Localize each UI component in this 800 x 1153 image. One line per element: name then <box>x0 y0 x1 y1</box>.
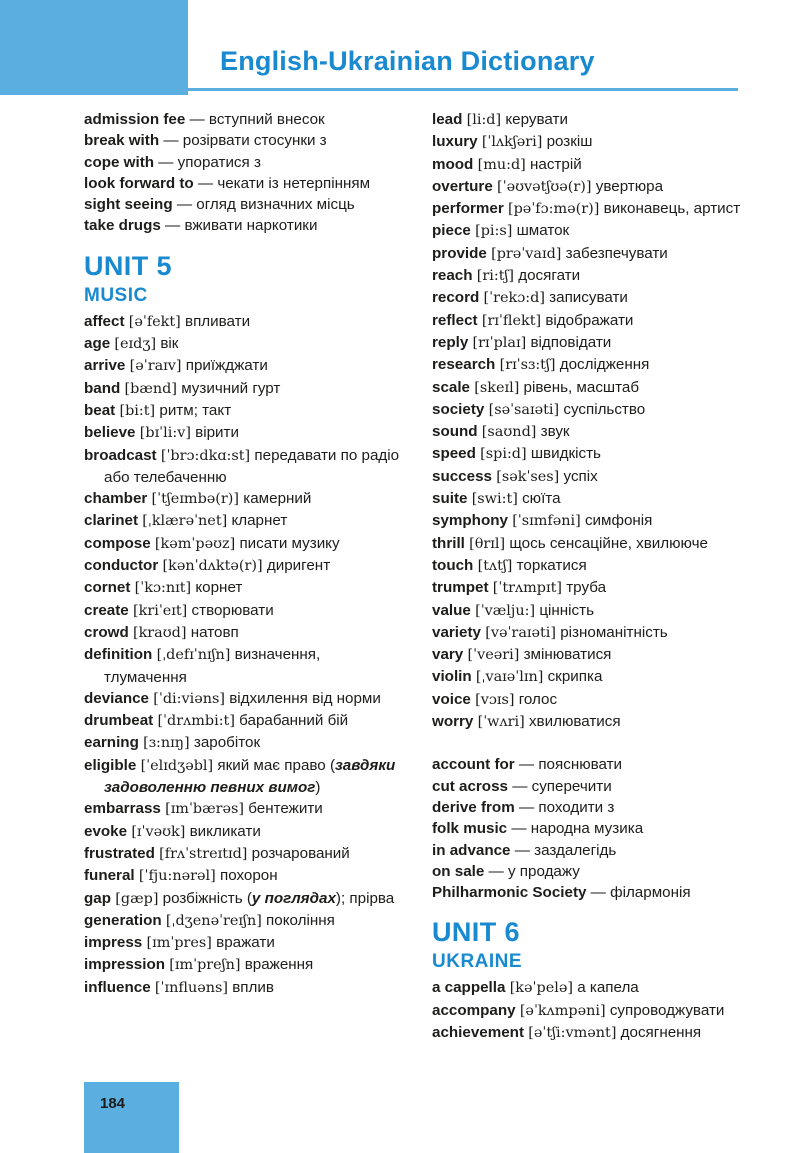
section-heading: UKRAINE <box>432 951 523 973</box>
entry-transcription: [tʌtʃ] <box>477 557 513 574</box>
dictionary-entry <box>432 220 762 242</box>
dictionary-entry <box>432 818 762 839</box>
entry-headword: in advance <box>432 841 511 859</box>
entry-transcription: [θrɪl] <box>469 535 506 552</box>
entry-headword: eligible <box>84 756 137 774</box>
entry-headword: research <box>432 356 496 374</box>
entry-transcription: [rɪˈflekt] <box>481 312 542 329</box>
entry-transcription: [ɪˈvəʊk] <box>131 823 186 840</box>
entry-transcription: [ˌdʒenəˈreɪʃn] <box>165 912 262 929</box>
dictionary-entry <box>84 600 404 622</box>
dictionary-entry <box>432 840 762 861</box>
dictionary-entry <box>432 176 762 198</box>
entry-headword: funeral <box>84 867 135 885</box>
entry-headword: society <box>432 400 485 418</box>
entry-headword: deviance <box>84 689 150 707</box>
entry-headword: piece <box>432 222 471 240</box>
entry-translation: — розірвати стосунки з <box>159 132 327 150</box>
dictionary-entry <box>432 754 762 775</box>
entry-headword: provide <box>432 244 487 262</box>
entry-headword: a cappella <box>432 979 506 997</box>
entry-translation: викликати <box>185 822 261 840</box>
entry-headword: drumbeat <box>84 712 154 730</box>
dictionary-entry <box>432 131 762 153</box>
entry-translation: бентежити <box>244 800 323 818</box>
word-list-ukraine <box>432 977 762 1044</box>
dictionary-entry <box>84 422 404 444</box>
title-underline <box>188 88 738 91</box>
entry-headword: mood <box>432 155 474 173</box>
dictionary-entry <box>432 533 762 555</box>
dictionary-entry <box>432 310 762 332</box>
entry-translation: — чекати із нетерпінням <box>193 174 371 192</box>
dictionary-entry <box>432 421 762 443</box>
entry-transcription: [kəmˈpəʊz] <box>154 535 236 552</box>
entry-transcription: [rɪˈplaɪ] <box>472 334 527 351</box>
dictionary-entry <box>432 666 762 688</box>
entry-headword: embarrass <box>84 800 161 818</box>
entry-transcription: [swi:t] <box>471 491 518 508</box>
entry-translation: торкатися <box>512 556 587 574</box>
entry-headword: symphony <box>432 512 508 530</box>
entry-translation: вражати <box>211 934 275 952</box>
page-number: 184 <box>100 1095 126 1112</box>
unit-heading: UNIT 6 <box>432 917 520 948</box>
dictionary-entry <box>432 1022 762 1044</box>
dictionary-entry <box>84 732 404 754</box>
entry-transcription: [ˈtʃeɪmbə(r)] <box>151 491 240 508</box>
dictionary-entry <box>84 311 404 333</box>
entry-transcription: [ˌdefɪˈnɪʃn] <box>156 647 231 664</box>
entry-headword: variety <box>432 623 481 641</box>
entry-translation: корнет <box>191 579 243 597</box>
entry-translation: виконавець, артист <box>599 200 741 218</box>
dictionary-entry <box>84 130 404 151</box>
entry-translation: звук <box>536 423 570 441</box>
entry-translation: розкіш <box>542 133 593 151</box>
entry-transcription: [ˈtrʌmpɪt] <box>492 580 562 597</box>
entry-headword: folk music <box>432 820 508 838</box>
entry-transcription: [ˈdrʌmbi:t] <box>157 713 235 730</box>
entry-headword: chamber <box>84 490 148 508</box>
entry-headword: broadcast <box>84 446 157 464</box>
entry-headword: accompany <box>432 1001 516 1019</box>
entry-translation: ритм; такт <box>155 401 232 419</box>
entry-transcription: [ˈelɪdʒəbl] <box>140 757 214 774</box>
dictionary-entry <box>84 215 404 236</box>
entry-translation: а капела <box>572 979 639 997</box>
entry-headword: take drugs <box>84 217 161 235</box>
entry-translation: який має право ( <box>213 756 336 774</box>
entry-transcription: [ri:tʃ] <box>476 268 515 285</box>
entry-transcription: [pi:s] <box>475 223 513 240</box>
entry-headword: account for <box>432 756 515 774</box>
entry-headword: trumpet <box>432 579 489 597</box>
dictionary-entry <box>84 109 404 130</box>
entry-translation: створювати <box>187 601 274 619</box>
dictionary-entry <box>432 861 762 882</box>
entry-transcription: [bɪˈli:v] <box>139 425 191 442</box>
dictionary-entry <box>84 954 404 976</box>
entry-headword: band <box>84 379 121 397</box>
entry-transcription: [eɪdʒ] <box>114 336 157 353</box>
entry-translation: швидкість <box>526 445 601 463</box>
dictionary-entry <box>432 776 762 797</box>
entry-headword: touch <box>432 556 474 574</box>
entry-headword: record <box>432 289 480 307</box>
entry-headword: reach <box>432 267 473 285</box>
dictionary-entry <box>432 555 762 577</box>
entry-headword: Philharmonic Society <box>432 884 587 902</box>
spacer <box>432 733 762 754</box>
dictionary-entry <box>432 977 762 999</box>
entry-headword: overture <box>432 177 493 195</box>
dictionary-entry <box>432 287 762 309</box>
entry-translation: похорон <box>215 867 278 885</box>
dictionary-entry <box>84 977 404 999</box>
dictionary-entry <box>432 265 762 287</box>
entry-headword: vary <box>432 646 464 664</box>
entry-transcription: [kraʊd] <box>132 624 187 641</box>
entry-usage-note: завдяки задоволенню певних вимог <box>104 756 396 797</box>
dictionary-entry <box>432 443 762 465</box>
dictionary-entry <box>432 354 762 376</box>
entry-transcription: [saʊnd] <box>481 424 537 441</box>
entry-translation-tail: ); прірва <box>335 889 395 907</box>
entry-transcription: [pəˈfɔ:mə(r)] <box>507 201 600 218</box>
entry-translation: вірити <box>190 424 239 442</box>
entry-translation: забезпечувати <box>561 244 668 262</box>
entry-transcription: [ɪmˈbærəs] <box>165 801 245 818</box>
entry-headword: speed <box>432 445 476 463</box>
dictionary-entry <box>84 445 404 489</box>
dictionary-entry <box>84 533 404 555</box>
dictionary-entry <box>84 888 404 910</box>
entry-transcription: [səˈsaɪəti] <box>488 401 560 418</box>
entry-translation: дослідження <box>555 356 650 374</box>
entry-translation: — заздалегідь <box>510 841 617 859</box>
entry-translation: — суперечити <box>507 777 612 795</box>
entry-translation: камерний <box>239 490 312 508</box>
entry-headword: achievement <box>432 1023 525 1041</box>
entry-translation: керувати <box>501 111 568 128</box>
entry-translation: настрій <box>525 155 582 173</box>
entry-translation: впливати <box>180 312 251 330</box>
entry-headword: conductor <box>84 557 159 575</box>
dictionary-entry <box>432 711 762 733</box>
entry-transcription: [ˈdi:viəns] <box>153 690 225 707</box>
phrase-list-unit4 <box>84 109 404 237</box>
entry-translation: — вступний внесок <box>185 111 325 128</box>
dictionary-entry <box>84 932 404 954</box>
dictionary-entry <box>432 332 762 354</box>
entry-translation: успіх <box>559 467 598 485</box>
entry-headword: luxury <box>432 133 478 151</box>
entry-headword: believe <box>84 424 136 442</box>
entry-headword: affect <box>84 312 125 330</box>
entry-translation: увертюра <box>591 177 664 195</box>
entry-headword: impress <box>84 934 143 952</box>
dictionary-entry <box>432 154 762 176</box>
dictionary-entry <box>432 577 762 599</box>
dictionary-entry <box>84 488 404 510</box>
dictionary-entry <box>432 466 762 488</box>
entry-headword: scale <box>432 378 471 396</box>
entry-headword: sound <box>432 423 478 441</box>
page-number-box <box>84 1082 179 1153</box>
entry-headword: reflect <box>432 311 478 329</box>
dictionary-entry <box>432 689 762 711</box>
entry-translation: барабанний бій <box>234 712 349 730</box>
entry-headword: earning <box>84 734 139 752</box>
entry-transcription: [kriˈeɪt] <box>133 602 188 619</box>
entry-transcription: [skeɪl] <box>474 379 520 396</box>
entry-translation: хвилюватися <box>524 713 621 731</box>
dictionary-entry <box>84 710 404 732</box>
entry-headword: lead <box>432 111 463 128</box>
entry-translation: шматок <box>512 222 570 240</box>
entry-headword: voice <box>432 690 471 708</box>
entry-transcription: [bi:t] <box>119 402 156 419</box>
entry-headword: cope with <box>84 153 155 171</box>
entry-transcription: [vɔɪs] <box>475 691 515 708</box>
entry-transcription: [gæp] <box>115 890 159 907</box>
dictionary-entry <box>432 488 762 510</box>
entry-translation: рівень, масштаб <box>519 378 640 396</box>
entry-translation: — огляд визначних місць <box>172 196 355 214</box>
entry-headword: suite <box>432 490 468 508</box>
entry-transcription: [ˈfju:nərəl] <box>138 868 216 885</box>
entry-headword: beat <box>84 401 116 419</box>
entry-translation: музичний гурт <box>176 379 281 397</box>
entry-headword: generation <box>84 911 162 929</box>
entry-translation: диригент <box>262 557 331 575</box>
dictionary-entry <box>84 577 404 599</box>
entry-translation-tail: ) <box>315 779 321 797</box>
entry-headword: look forward to <box>84 174 194 192</box>
entry-transcription: [ˈɪnfluəns] <box>154 979 228 996</box>
entry-headword: break with <box>84 132 160 150</box>
entry-translation: передавати по радіо або телебаченню <box>104 446 400 486</box>
entry-translation: покоління <box>261 911 335 929</box>
entry-translation: змінюватися <box>519 646 612 664</box>
word-list-music <box>84 311 404 999</box>
entry-transcription: [mu:d] <box>477 156 526 173</box>
entry-transcription: [li:d] <box>466 112 502 128</box>
entry-translation: сюїта <box>517 490 561 508</box>
entry-transcription: [ˈsɪmfəni] <box>512 513 581 530</box>
dictionary-entry <box>84 910 404 932</box>
entry-translation: голос <box>514 690 558 708</box>
dictionary-entry <box>432 399 762 421</box>
entry-headword: gap <box>84 889 112 907</box>
dictionary-entry <box>432 1000 762 1022</box>
entry-headword: reply <box>432 333 469 351</box>
dictionary-entry <box>432 622 762 644</box>
dictionary-entry <box>432 109 762 131</box>
entry-transcription: [ˈvælju:] <box>475 602 536 619</box>
dictionary-entry <box>432 600 762 622</box>
entry-transcription: [ɪmˈpreʃn] <box>169 957 241 974</box>
entry-transcription: [ˈveəri] <box>467 647 520 664</box>
entry-headword: admission fee <box>84 111 186 128</box>
entry-transcription: [spi:d] <box>480 446 527 463</box>
entry-headword: compose <box>84 534 151 552</box>
entry-transcription: [ɪmˈpres] <box>146 935 212 952</box>
dictionary-entry <box>84 798 404 820</box>
entry-translation: суспільство <box>559 400 646 418</box>
entry-transcription: [vəˈraɪəti] <box>485 624 557 641</box>
entry-translation: заробіток <box>189 734 261 752</box>
entry-translation: вплив <box>228 978 274 996</box>
entry-translation: вік <box>156 335 179 353</box>
entry-translation: супроводжувати <box>605 1001 725 1019</box>
entry-transcription: [kəˈpelə] <box>509 980 573 997</box>
entry-headword: performer <box>432 200 504 218</box>
entry-transcription: [frʌˈstreɪtɪd] <box>159 845 248 862</box>
entry-transcription: [ˈwʌri] <box>477 714 525 731</box>
dictionary-entry <box>84 821 404 843</box>
dictionary-entry <box>432 797 762 818</box>
entry-translation: — вживати наркотики <box>160 217 318 235</box>
right-column <box>432 109 762 1044</box>
dictionary-entry <box>84 688 404 710</box>
page-title: English-Ukrainian Dictionary <box>220 46 595 76</box>
dictionary-entry <box>84 510 404 532</box>
entry-translation: — філармонія <box>586 884 691 902</box>
entry-translation: — упоратися з <box>154 153 261 171</box>
word-list-music-continued <box>432 109 762 733</box>
entry-translation: відповідати <box>526 333 612 351</box>
entry-headword: worry <box>432 713 474 731</box>
entry-transcription: [əˈraɪv] <box>129 358 182 375</box>
entry-headword: thrill <box>432 534 465 552</box>
dictionary-entry <box>84 152 404 173</box>
entry-translation: труба <box>562 579 607 597</box>
entry-transcription: [rɪˈsɜ:tʃ] <box>499 357 556 374</box>
entry-headword: cut across <box>432 777 508 795</box>
entry-translation: різноманітність <box>556 623 668 641</box>
entry-transcription: [ˈkɔ:nɪt] <box>134 580 192 597</box>
entry-translation: визначення, тлумачення <box>104 646 321 686</box>
entry-translation: розчарований <box>247 844 350 862</box>
entry-headword: influence <box>84 978 151 996</box>
entry-headword: cornet <box>84 579 131 597</box>
entry-headword: age <box>84 335 111 353</box>
dictionary-entry <box>432 644 762 666</box>
entry-transcription: [ˌklærəˈnet] <box>142 513 228 530</box>
dictionary-entry <box>84 644 404 688</box>
dictionary-entry <box>432 243 762 265</box>
entry-headword: definition <box>84 646 153 664</box>
dictionary-entry <box>84 400 404 422</box>
entry-transcription: [ˌvaɪəˈlɪn] <box>475 669 544 686</box>
phrase-list-music <box>432 754 762 903</box>
dictionary-entry <box>84 755 404 799</box>
dictionary-entry <box>84 378 404 400</box>
entry-headword: impression <box>84 956 166 974</box>
dictionary-entry <box>84 173 404 194</box>
unit-heading: UNIT 5 <box>84 250 172 281</box>
entry-translation: відображати <box>541 311 634 329</box>
entry-headword: evoke <box>84 822 128 840</box>
entry-transcription: [səkˈses] <box>496 468 560 485</box>
entry-transcription: [ˈbrɔ:dkɑ:st] <box>160 447 251 464</box>
entry-translation: записувати <box>544 289 628 307</box>
entry-translation: цінність <box>535 601 595 619</box>
entry-headword: crowd <box>84 623 129 641</box>
dictionary-entry <box>84 622 404 644</box>
entry-transcription: [prəˈvaɪd] <box>491 245 562 262</box>
entry-headword: violin <box>432 668 472 686</box>
dictionary-entry <box>432 198 762 220</box>
entry-transcription: [bænd] <box>124 380 177 397</box>
entry-translation: досягати <box>514 267 581 285</box>
dictionary-entry <box>84 865 404 887</box>
entry-translation: симфонія <box>580 512 653 530</box>
entry-translation: — народна музика <box>507 820 644 838</box>
corner-color-block <box>0 0 188 95</box>
left-column <box>84 109 404 999</box>
dictionary-entry <box>432 377 762 399</box>
entry-headword: create <box>84 601 129 619</box>
entry-transcription: [kənˈdʌktə(r)] <box>162 558 263 575</box>
dictionary-entry <box>432 882 762 903</box>
entry-translation: — походити з <box>514 798 615 816</box>
entry-transcription: [ɜ:nɪŋ] <box>143 735 190 752</box>
entry-headword: derive from <box>432 798 515 816</box>
entry-translation: розбіжність ( <box>158 889 252 907</box>
entry-translation: кларнет <box>227 512 288 530</box>
dictionary-entry <box>84 555 404 577</box>
entry-translation: — у продажу <box>484 862 580 880</box>
entry-translation: приїжджати <box>181 357 268 375</box>
dictionary-entry <box>84 194 404 215</box>
dictionary-entry <box>432 510 762 532</box>
entry-translation: враження <box>240 956 314 974</box>
entry-translation: писати музику <box>235 534 340 552</box>
entry-translation: відхилення від норми <box>225 689 381 707</box>
dictionary-entry <box>84 333 404 355</box>
entry-headword: arrive <box>84 357 126 375</box>
entry-translation: скрипка <box>543 668 603 686</box>
section-heading: MUSIC <box>84 284 148 306</box>
entry-transcription: [əˈfekt] <box>128 313 181 330</box>
entry-transcription: [əˈtʃi:vmənt] <box>528 1024 617 1041</box>
entry-headword: value <box>432 601 471 619</box>
entry-transcription: [ˈrekɔ:d] <box>483 290 545 307</box>
entry-translation: досягнення <box>616 1023 702 1041</box>
entry-headword: clarinet <box>84 512 139 530</box>
entry-transcription: [ˈəʊvətʃʊə(r)] <box>497 178 592 195</box>
entry-translation: натовп <box>186 623 239 641</box>
entry-transcription: [əˈkʌmpəni] <box>519 1002 606 1019</box>
dictionary-entry <box>84 355 404 377</box>
entry-headword: success <box>432 467 492 485</box>
entry-translation: щось сенсаційне, хвилююче <box>505 534 708 552</box>
dictionary-entry <box>84 843 404 865</box>
entry-transcription: [ˈlʌkʃəri] <box>481 134 543 151</box>
entry-headword: on sale <box>432 862 485 880</box>
entry-headword: frustrated <box>84 844 155 862</box>
entry-headword: sight seeing <box>84 196 173 214</box>
entry-translation: — пояснювати <box>514 756 623 774</box>
entry-usage-note: у поглядах <box>251 889 336 907</box>
